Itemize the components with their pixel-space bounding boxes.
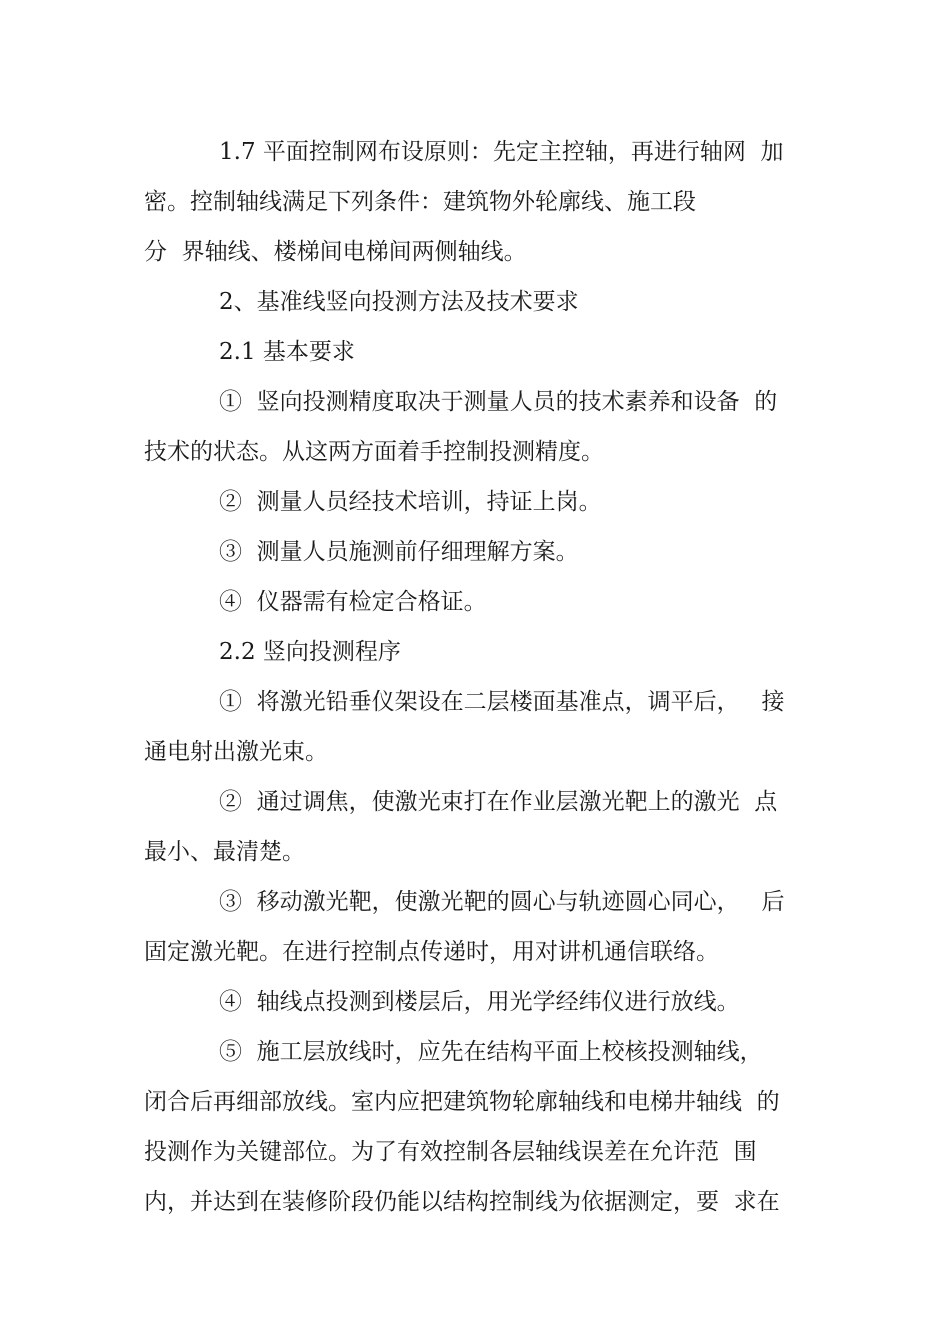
text-line-21: 投测作为关键部位。为了有效控制各层轴线误差在允许范 围	[144, 1139, 757, 1165]
text-line-14: ② 通过调焦，使激光束打在作业层激光靶上的激光 点	[219, 789, 778, 815]
text-line-16: ③ 移动激光靶，使激光靶的圆心与轨迹圆心同心， 后	[219, 889, 785, 915]
text-line-8: ② 测量人员经技术培训，持证上岗。	[219, 489, 602, 515]
text-line-19: ⑤ 施工层放线时，应先在结构平面上校核投测轴线，	[219, 1039, 763, 1065]
text-line-12: ① 将激光铅垂仪架设在二层楼面基准点，调平后， 接	[219, 689, 785, 715]
text-line-2: 密。控制轴线满足下列条件：建筑物外轮廓线、施工段	[144, 189, 696, 215]
text-line-22: 内，并达到在装修阶段仍能以结构控制线为依据测定，要 求在	[144, 1189, 780, 1215]
text-line-10: ④ 仪器需有检定合格证。	[219, 589, 487, 615]
text-line-6: ① 竖向投测精度取决于测量人员的技术素养和设备 的	[219, 389, 778, 415]
text-line-13: 通电射出激光束。	[144, 739, 328, 765]
text-line-18: ④ 轴线点投测到楼层后，用光学经纬仪进行放线。	[219, 989, 740, 1015]
text-line-9: ③ 测量人员施测前仔细理解方案。	[219, 539, 579, 565]
subsection-heading-2-2: 2.2 竖向投测程序	[219, 639, 401, 665]
text-line-20: 闭合后再细部放线。室内应把建筑物轮廓轴线和电梯井轴线 的	[144, 1089, 780, 1115]
text-line-15: 最小、最清楚。	[144, 839, 305, 865]
subsection-heading-2-1: 2.1 基本要求	[219, 339, 355, 365]
text-line-3: 分 界轴线、楼梯间电梯间两侧轴线。	[144, 239, 527, 265]
section-heading-2: 2、基准线竖向投测方法及技术要求	[219, 289, 579, 315]
text-line-1: 1.7 平面控制网布设原则：先定主控轴，再进行轴网 加	[219, 139, 784, 165]
text-line-17: 固定激光靶。在进行控制点传递时，用对讲机通信联络。	[144, 939, 719, 965]
text-line-7: 技术的状态。从这两方面着手控制投测精度。	[144, 439, 604, 465]
